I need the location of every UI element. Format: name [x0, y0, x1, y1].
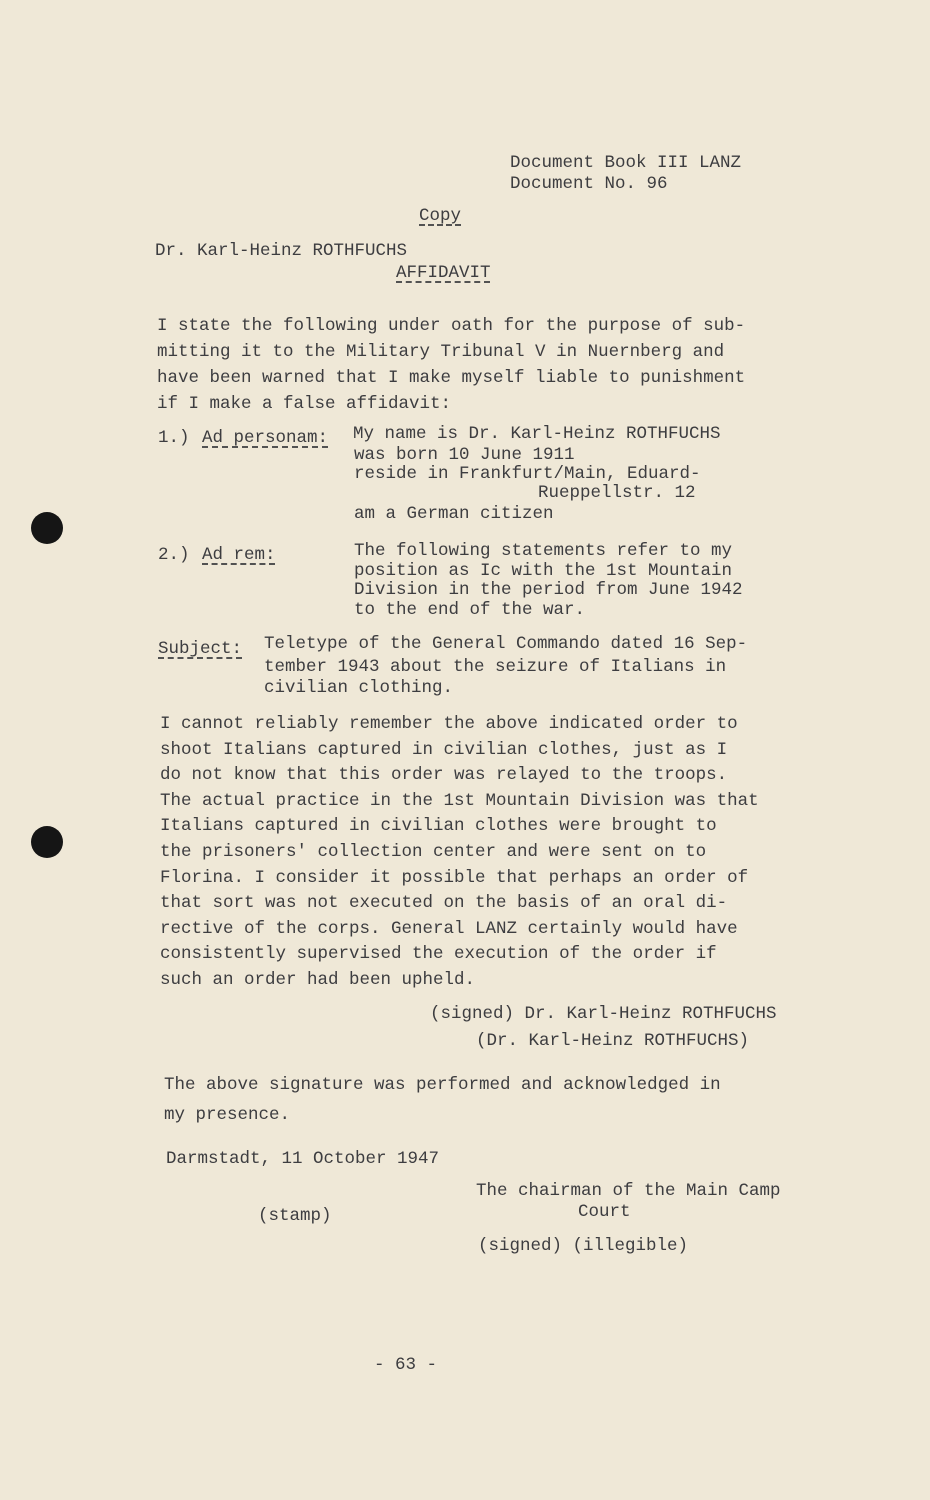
section-1-line: was born 10 June 1911: [354, 445, 575, 465]
section-1-label: Ad personam:: [202, 428, 329, 448]
place-and-date: Darmstadt, 11 October 1947: [166, 1149, 440, 1169]
subject-line: Teletype of the General Commando dated 16 Sep-: [264, 634, 748, 654]
certifier-title-line-2: Court: [578, 1202, 631, 1222]
page-number: - 63 -: [374, 1355, 438, 1375]
stamp-note: (stamp): [258, 1206, 332, 1226]
section-2-label: Ad rem:: [202, 545, 276, 565]
punch-hole-top: [31, 512, 63, 544]
signature-signed: (signed) Dr. Karl-Heinz ROTHFUCHS: [430, 1004, 777, 1024]
acknowledgement-paragraph: The above signature was performed and acknowledged in my presence.: [164, 1075, 721, 1125]
author-name: Dr. Karl-Heinz ROTHFUCHS: [155, 241, 408, 261]
section-1-line: reside in Frankfurt/Main, Eduard-: [354, 464, 701, 484]
subject-line: tember 1943 about the seizure of Italians in: [264, 657, 727, 677]
section-2-line: position as Ic with the 1st Mountain: [354, 561, 733, 581]
section-2-line: Division in the period from June 1942: [354, 580, 743, 600]
signature-typed-name: (Dr. Karl-Heinz ROTHFUCHS): [476, 1031, 750, 1051]
section-2-line: The following statements refer to my: [354, 541, 733, 561]
certifier-title-line-1: The chairman of the Main Camp: [476, 1181, 781, 1201]
copy-label: Copy: [419, 206, 462, 226]
document-heading: AFFIDAVIT: [396, 263, 491, 283]
section-1-number: 1.): [158, 428, 190, 448]
certifier-signed: (signed) (illegible): [478, 1236, 689, 1256]
punch-hole-bottom: [31, 826, 63, 858]
intro-paragraph: I state the following under oath for the purpose of sub- mitting it to the Military Tribunal V in Nuernberg and have been warned that I make myself liable to punishment if I make a false affidavit:: [157, 316, 746, 414]
subject-label: Subject:: [158, 639, 243, 659]
section-2-line: to the end of the war.: [354, 600, 586, 620]
document-reference-line-1: Document Book III LANZ: [510, 153, 742, 173]
subject-line: civilian clothing.: [264, 678, 454, 698]
body-paragraph: I cannot reliably remember the above indicated order to shoot Italians captured in civilian clothes, just as I do not know that this order was relayed to the troops. The actual practice in the 1st Mountain Division was that Italians captured in civilian clothes were brought to the prisoners' collection center and were sent on to Florina. I consider it possible that perhaps an order of that sort was not executed on the basis of an oral di- rective of the corps. General LANZ certainly would have consistently supervised the execution of the order if such an order had been upheld.: [160, 714, 759, 990]
section-1-line: My name is Dr. Karl-Heinz ROTHFUCHS: [353, 424, 721, 444]
section-1-line: Rueppellstr. 12: [538, 483, 696, 503]
section-1-line: am a German citizen: [354, 504, 554, 524]
document-reference-line-2: Document No. 96: [510, 174, 668, 194]
section-2-number: 2.): [158, 545, 190, 565]
